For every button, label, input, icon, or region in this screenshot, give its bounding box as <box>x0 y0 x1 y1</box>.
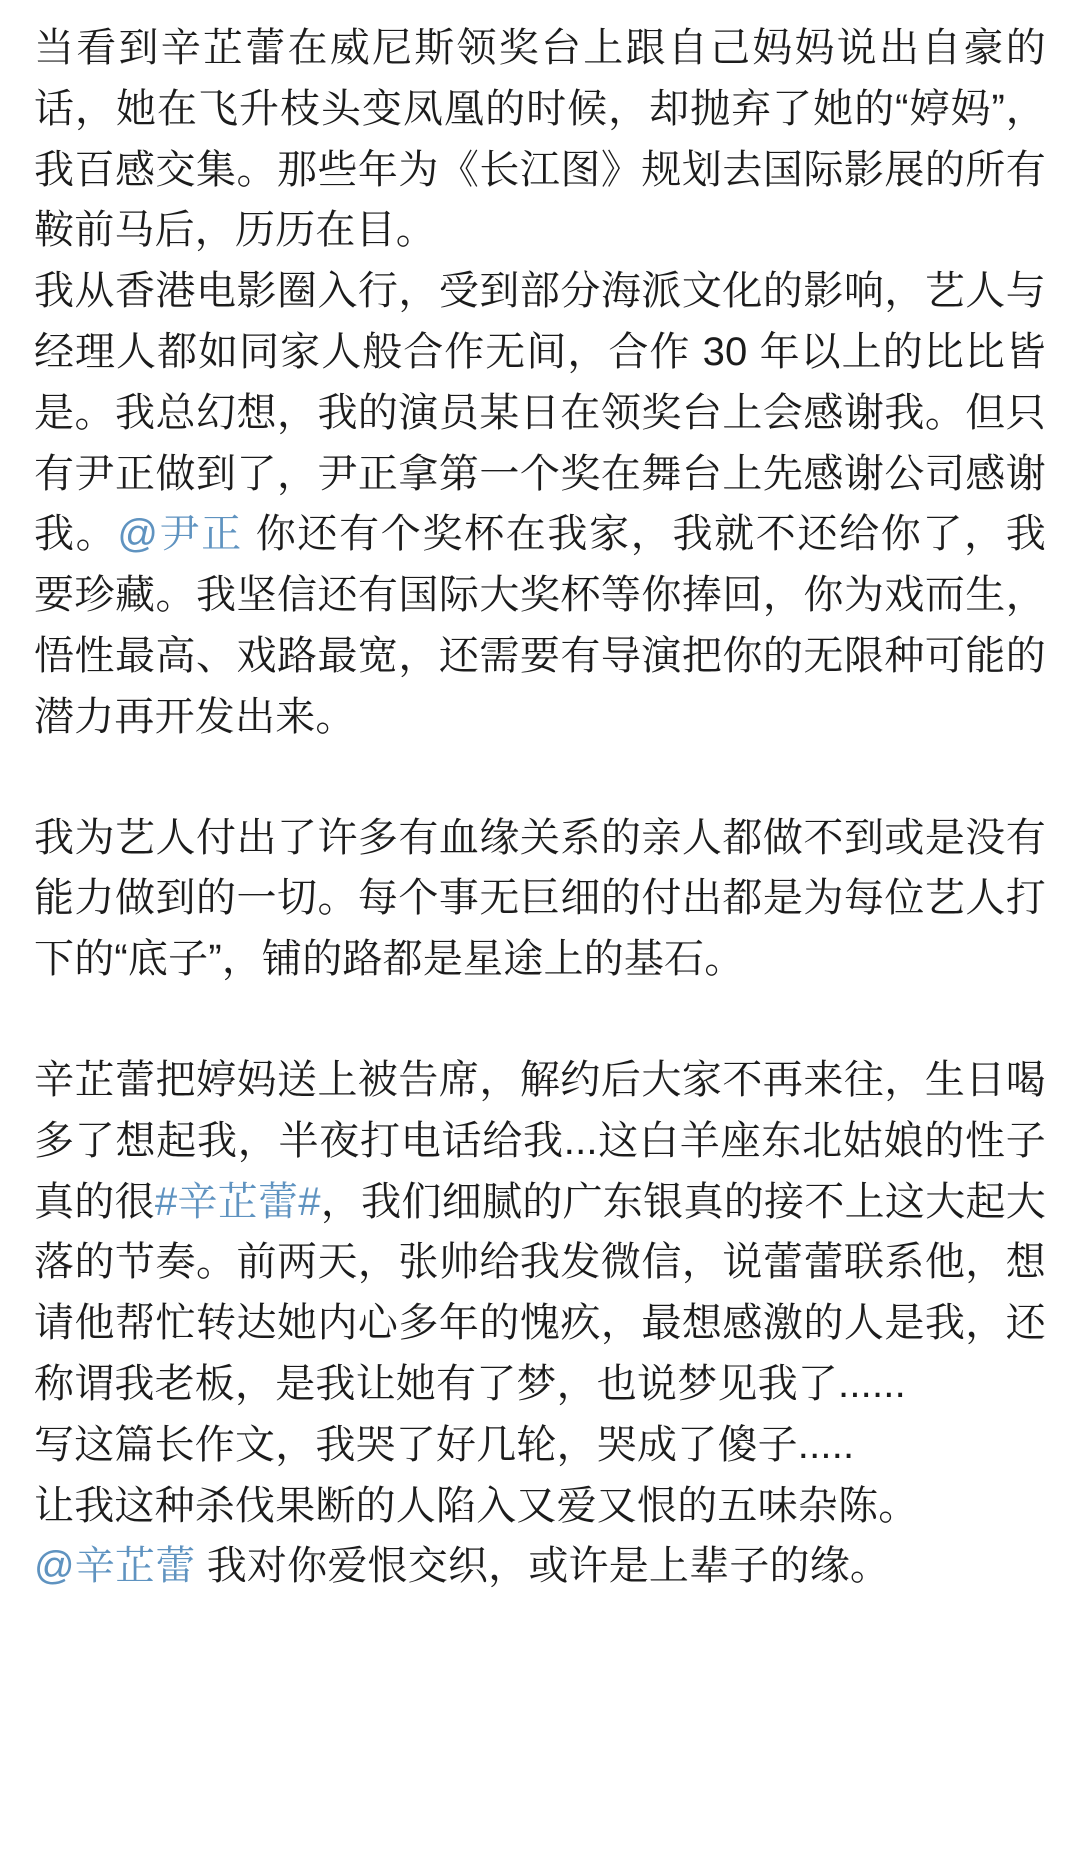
paragraph <box>34 261 1046 747</box>
text-run: 你还有个奖杯在我家，我就不还给你了，我要珍藏。我坚信还有国际大奖杯等你捧回，你为戏而生，悟性最高、戏路最宽，还需要有导演把你的无限种可能的潜力再开发出来。 <box>34 512 1046 739</box>
paragraph-spacer <box>34 748 1046 808</box>
paragraph <box>34 808 1046 990</box>
text-run: 让我这种杀伐果断的人陷入又爱又恨的五味杂陈。 <box>34 1483 919 1528</box>
user-mention-link[interactable]: @辛芷蕾 <box>34 1544 196 1589</box>
paragraph <box>34 1536 1046 1597</box>
text-run: 我从香港电影圈入行，受到部分海派文化的影响，艺人与经理人都如同家人般合作无间，合作 30 年以上的比比皆是。我总幻想，我的演员某日在领奖台上会感谢我。但只有尹正做到了，尹正拿第一个奖在舞台上先感谢公司感谢我。 <box>34 269 1046 557</box>
post-text-body <box>34 18 1046 1597</box>
paragraph-spacer <box>34 990 1046 1050</box>
paragraph <box>34 1476 1046 1537</box>
text-run: 当看到辛芷蕾在威尼斯领奖台上跟自己妈妈说出自豪的话，她在飞升枝头变凤凰的时候，却抛弃了她的“婷妈”，我百感交集。那些年为《长江图》规划去国际影展的所有鞍前马后，历历在目。 <box>34 26 1046 253</box>
paragraph <box>34 18 1046 261</box>
paragraph <box>34 1050 1046 1415</box>
paragraph <box>34 1415 1046 1476</box>
text-run: 辛芷蕾把婷妈送上被告席，解约后大家不再来往，生日喝多了想起我，半夜打电话给我...这白羊座东北姑娘的性子真的很 <box>34 1057 1046 1224</box>
text-run: ，我们细腻的广东银真的接不上这大起大落的节奏。前两天，张帅给我发微信，说蕾蕾联系他，想请他帮忙转达她内心多年的愧疚，最想感激的人是我，还称谓我老板，是我让她有了梦，也说梦见我了...... <box>34 1179 1046 1406</box>
hashtag-topic-link[interactable]: #辛芷蕾# <box>154 1179 321 1224</box>
text-run: 我对你爱恨交织，或许是上辈子的缘。 <box>195 1544 891 1589</box>
text-run: 我为艺人付出了许多有血缘关系的亲人都做不到或是没有能力做到的一切。每个事无巨细的付出都是为每位艺人打下的“底子”，铺的路都是星途上的基石。 <box>34 815 1046 982</box>
text-run: 写这篇长作文，我哭了好几轮，哭成了傻子..... <box>34 1422 855 1467</box>
user-mention-link[interactable]: @尹正 <box>117 512 243 557</box>
